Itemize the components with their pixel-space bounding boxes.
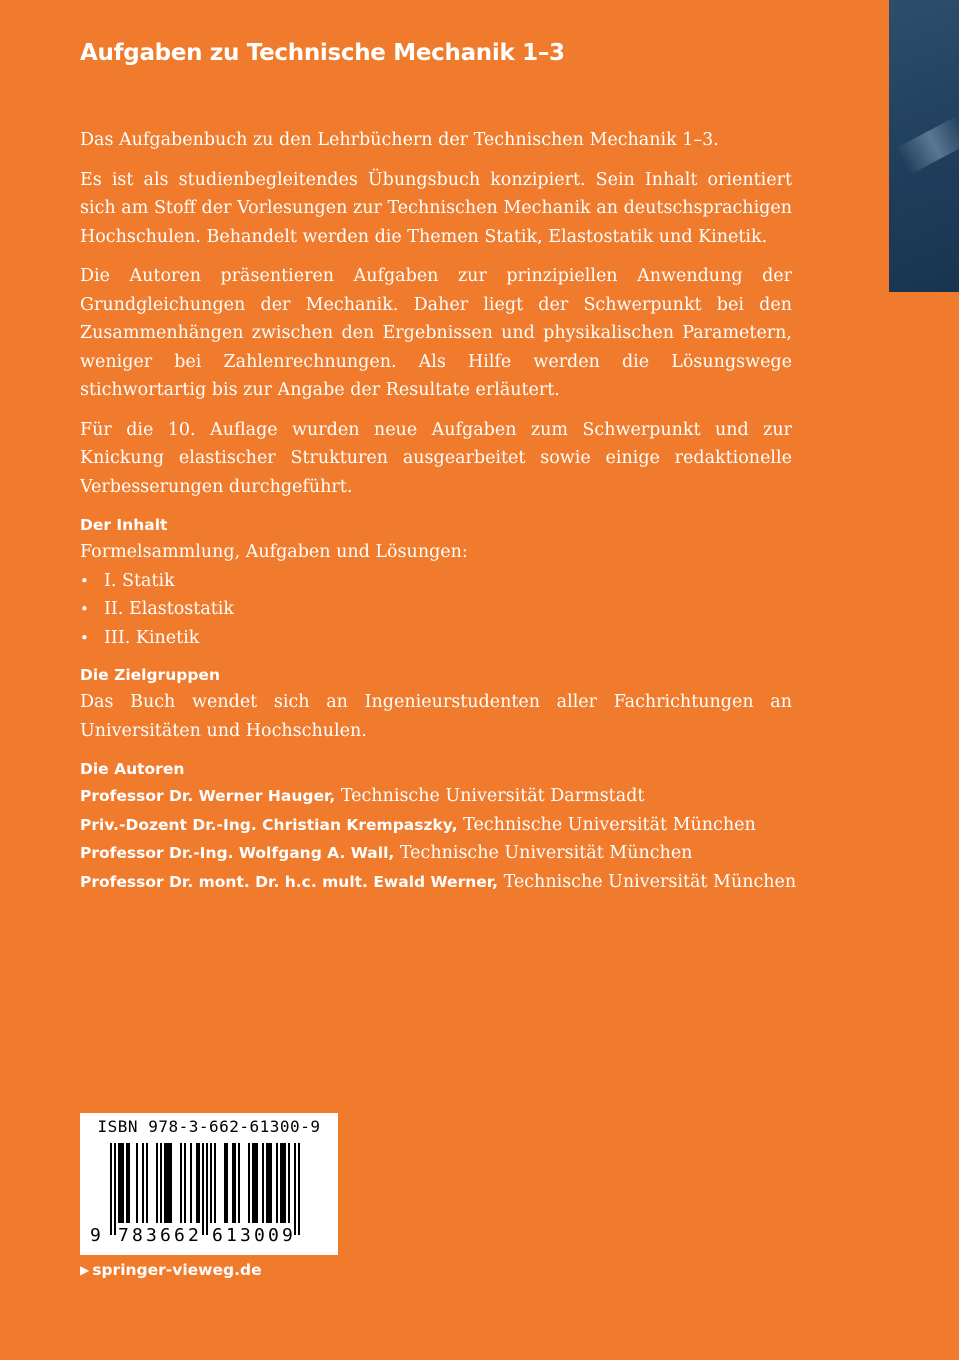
ean-digit: 6 [174,1225,185,1246]
website-link[interactable] [80,1261,262,1279]
description [80,126,797,896]
author-line [80,782,792,811]
barcode-bar [166,1143,168,1223]
book-title: Aufgaben zu Technische Mechanik 1–3 [80,40,565,66]
author-affiliation: Technische Universität München [457,814,756,835]
list-item: • I. Statik [80,567,792,596]
barcode-bar [110,1143,112,1235]
barcode-bar [280,1143,282,1223]
barcode-bar [270,1143,272,1223]
barcode-bar [146,1143,148,1223]
barcode-bar [126,1143,128,1223]
barcode-bar [268,1143,270,1223]
barcode-bars [110,1143,310,1235]
author-line [80,868,797,897]
barcode-bar [276,1143,278,1223]
zielgruppen-heading: Die Zielgruppen [80,666,220,684]
inhalt-list [80,567,792,653]
barcode-bar [234,1143,236,1223]
barcode-bar [160,1143,162,1223]
zielgruppen-text: Das Buch wendet sich an Ingenieurstudenten aller Fachrichtungen an Universitäten und Hochschulen. [80,692,792,741]
barcode-bar [226,1143,228,1223]
barcode-bar [284,1143,286,1223]
barcode-bar [206,1143,208,1235]
author-name: Professor Dr.-Ing. Wolfgang A. Wall, [80,844,395,862]
author-name: Professor Dr. Werner Hauger, [80,787,336,805]
barcode-bar [298,1143,300,1235]
barcode-bar [198,1143,200,1223]
barcode-bar [196,1143,198,1223]
list-item: • III. Kinetik [80,624,792,653]
ean-digit: 9 [282,1225,293,1246]
website-url: springer-vieweg.de [92,1261,262,1279]
author-line [80,811,792,840]
author-affiliation: Technische Universität Darmstadt [335,786,645,806]
ean-digit: 3 [240,1225,251,1246]
ean-digit: 1 [226,1225,237,1246]
author-affiliation: Technische Universität München [394,843,693,863]
bullet-icon: • [80,628,89,647]
barcode-bar [266,1143,268,1223]
ean-digit: 8 [132,1225,143,1246]
paragraph-1: Das Aufgabenbuch zu den Lehrbüchern der Technischen Mechanik 1–3. [80,130,719,150]
barcode-bar [214,1143,216,1223]
barcode-bar [142,1143,144,1223]
isbn-barcode [80,1113,338,1255]
barcode-bar [184,1143,186,1223]
inhalt-heading: Der Inhalt [80,516,168,534]
ean-digit: 0 [268,1225,279,1246]
barcode-bar [254,1143,256,1223]
barcode-bar [232,1143,234,1223]
inhalt-intro: Formelsammlung, Aufgaben und Lösungen: [80,542,468,562]
barcode-bar [282,1143,284,1223]
barcode-bar [136,1143,138,1223]
blue-accent-tab [889,0,959,292]
ean-digit: 9 [90,1225,101,1246]
barcode-bar [256,1143,258,1223]
barcode-bar [248,1143,250,1223]
ean-digit: 6 [212,1225,223,1246]
barcode-bar [170,1143,172,1223]
barcode-bar [168,1143,170,1223]
ean-digit: 6 [160,1225,171,1246]
ean-digit: 3 [146,1225,157,1246]
paragraph-3: Die Autoren präsentieren Aufgaben zur prinzipiellen Anwendung der Grundgleichungen der Mechanik. Daher liegt der Schwerpunkt bei den Zusammenhängen zwischen den Ergebnissen und physikalischen Parametern, weniger bei Zahlenrechnungen. Als Hilfe werden die Lösungswege stichwortartig bis zur Angabe der Resultate erläutert. [80,266,792,400]
list-item: • II. Elastostatik [80,595,792,624]
barcode-bar [120,1143,122,1223]
barcode-bar [224,1143,226,1223]
barcode-bar [288,1143,290,1223]
light-streak [896,115,959,174]
barcode-bar [210,1143,212,1223]
paragraph-2: Es ist als studienbegleitendes Übungsbuch konzipiert. Sein Inhalt orientiert sich am Stoff der Vorlesungen zur Technischen Mechanik an deutschsprachigen Hochschulen. Behandelt werden die Themen Statik, Elastostatik und Kinetik. [80,169,792,247]
author-name: Professor Dr. mont. Dr. h.c. mult. Ewald Werner, [80,872,499,891]
paragraph-4: Für die 10. Auflage wurden neue Aufgaben zum Schwerpunkt und zur Knickung elastischer Strukturen ausgearbeitet sowie einige redaktionelle Verbesserungen durchgeführt. [80,419,792,497]
ean-digit: 0 [254,1225,265,1246]
author-affiliation: Technische Universität München [498,871,797,892]
barcode-bar [114,1143,116,1235]
barcode-bar [156,1143,158,1223]
barcode-bar [294,1143,296,1235]
author-name: Priv.-Dozent Dr.-Ing. Christian Krempaszky, [80,815,458,834]
ean-digit: 2 [188,1225,199,1246]
barcode-bar [262,1143,264,1223]
arrow-right-icon: ▶ [80,1263,90,1277]
author-line [80,839,792,868]
barcode-bar [180,1143,182,1223]
barcode-bar [118,1143,120,1223]
barcode-bar [190,1143,192,1223]
barcode-bar [164,1143,166,1223]
barcode-bar [128,1143,130,1223]
isbn-label: ISBN 978-3-662-61300-9 [97,1117,321,1136]
barcode-bar [202,1143,204,1235]
barcode-bar [252,1143,254,1223]
bullet-icon: • [80,571,89,590]
autoren-heading: Die Autoren [80,760,185,778]
ean-digit: 7 [118,1225,129,1246]
barcode-bar [238,1143,240,1223]
bullet-icon: • [80,600,89,618]
barcode-bar [122,1143,124,1223]
